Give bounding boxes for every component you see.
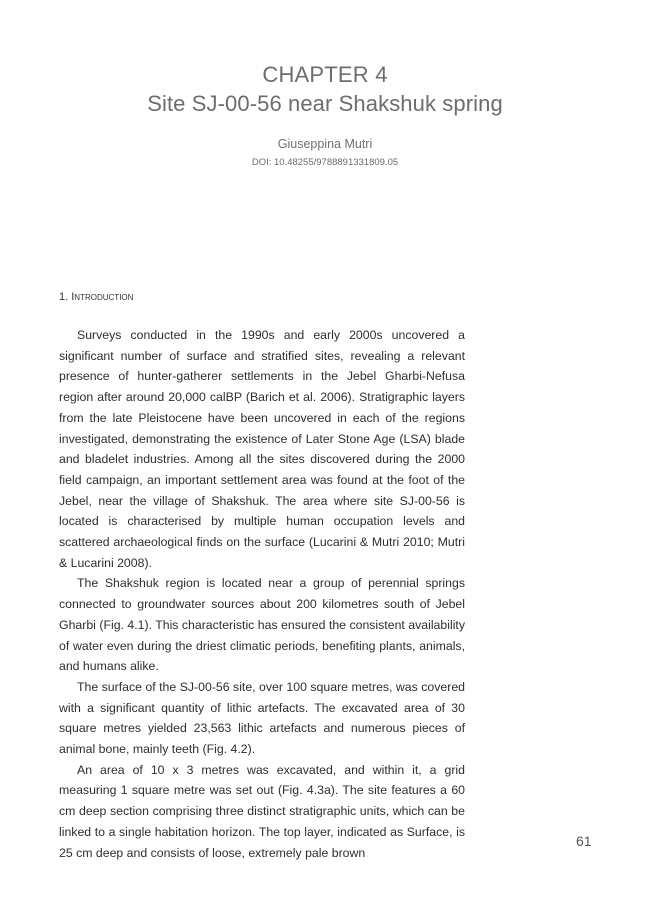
chapter-label: CHAPTER 4 [262,62,388,87]
paragraph: An area of 10 x 3 metres was excavated, and within it, a grid measuring 1 square metre was set out (Fig. 4.3a). The site features a 60 cm deep section comprising three distinct stratigraphic units, which can be linked to a single habitation horizon. The top layer, indicated as Surface, is 25 cm deep and consists of loose, extremely pale brown [59,762,465,860]
doi: DOI: 10.48255/9788891331809.05 [251,157,399,168]
body-text [59,325,465,863]
paragraph: The Shakshuk region is located near a group of perennial springs connected to groundwater sources about 200 kilometres south of Jebel Gharbi (Fig. 4.1). This characteristic has ensured the consistent availability of water even during the driest climatic periods, benefiting plants, animals, and humans alike. [59,576,465,674]
paragraph: The surface of the SJ-00-56 site, over 100 square metres, was covered with a significant quantity of lithic artefacts. The excavated area of 30 square metres yielded 23,563 lithic artefacts and numerous pieces of animal bone, mainly teeth (Fig. 4.2). [59,679,465,757]
author-name: Giuseppina Mutri [277,137,373,151]
chapter-title: Site SJ-00-56 near Shakshuk spring [147,91,503,116]
page-number: 61 [576,833,592,849]
section-title: Introduction [71,291,134,303]
paragraph: Surveys conducted in the 1990s and early 2000s uncovered a significant number of surface and stratified sites, revealing a relevant presence of hunter-gatherer settlements in the Jebel Gharbi-Nefusa region after around 20,000 calBP (Barich et al. 2006). Stratigraphic layers from the late Pleistocene have been uncovered in each of the regions investigated, demonstrating the existence of Later Stone Age (LSA) blade and bladelet industries. Among all the sites discovered during the 2000 field campaign, an important settlement area was found at the foot of the Jebel, near the village of Shakshuk. The area where site SJ-00-56 is located is characterised by multiple human occupation levels and scattered archaeological finds on the surface (Lucarini & Mutri 2010; Mutri & Lucarini 2008). [59,328,465,570]
section-number: 1. [59,291,69,303]
section-heading [59,291,133,303]
